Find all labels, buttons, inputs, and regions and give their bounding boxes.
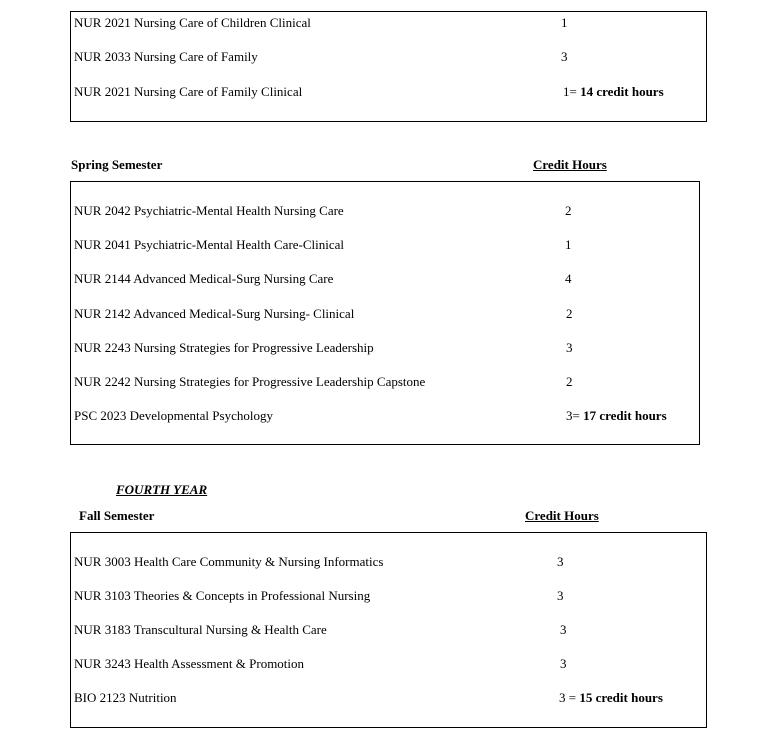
credit-value: 3: [560, 656, 567, 671]
course-name: NUR 2243 Nursing Strategies for Progressive Leadership: [74, 340, 374, 355]
credit-total-line: [566, 408, 667, 424]
credit-total-line: [563, 84, 664, 100]
course-name: BIO 2123 Nutrition: [74, 690, 177, 705]
course-name: NUR 3243 Health Assessment & Promotion: [74, 656, 305, 671]
credit-total: 15 credit hours: [579, 690, 663, 705]
credit-value: 3: [561, 49, 568, 64]
credit-value: 1: [565, 237, 572, 252]
credit-value: 3 =: [559, 690, 577, 705]
credit-value: 1: [561, 15, 568, 30]
credit-total-line: [559, 690, 663, 706]
credit-value: 3=: [566, 408, 580, 423]
credit-value: 3: [566, 340, 573, 355]
course-name: NUR 3003 Health Care Community & Nursing Informatics: [74, 554, 384, 569]
credit-value: 3: [560, 622, 567, 637]
credit-hours-header: Credit Hours: [525, 508, 599, 523]
course-name: PSC 2023 Developmental Psychology: [74, 408, 273, 423]
credit-value: 4: [565, 271, 572, 286]
course-name: NUR 2033 Nursing Care of Family: [74, 49, 258, 64]
credit-total: 14 credit hours: [580, 84, 664, 99]
course-name: NUR 2142 Advanced Medical-Surg Nursing- Clinical: [74, 306, 355, 321]
course-name: NUR 3103 Theories & Concepts in Professional Nursing: [74, 588, 371, 603]
year-label: FOURTH YEAR: [116, 482, 208, 497]
credit-value: 1=: [563, 84, 577, 99]
course-name: NUR 2041 Psychiatric-Mental Health Care-Clinical: [74, 237, 345, 252]
semester-title: Fall Semester: [79, 508, 155, 523]
credit-hours-header: Credit Hours: [533, 157, 607, 172]
credit-total: 17 credit hours: [583, 408, 667, 423]
course-name: NUR 2042 Psychiatric-Mental Health Nursing Care: [74, 203, 344, 218]
course-name: NUR 2021 Nursing Care of Family Clinical: [74, 84, 303, 99]
credit-value: 2: [565, 203, 572, 218]
credit-value: 2: [566, 306, 573, 321]
course-name: NUR 2021 Nursing Care of Children Clinical: [74, 15, 311, 30]
credit-value: 3: [557, 554, 564, 569]
course-name: NUR 2144 Advanced Medical-Surg Nursing Care: [74, 271, 334, 286]
course-name: NUR 3183 Transcultural Nursing & Health Care: [74, 622, 327, 637]
course-name: NUR 2242 Nursing Strategies for Progressive Leadership Capstone: [74, 374, 426, 389]
semester-title: Spring Semester: [71, 157, 163, 172]
credit-value: 2: [566, 374, 573, 389]
credit-value: 3: [557, 588, 564, 603]
